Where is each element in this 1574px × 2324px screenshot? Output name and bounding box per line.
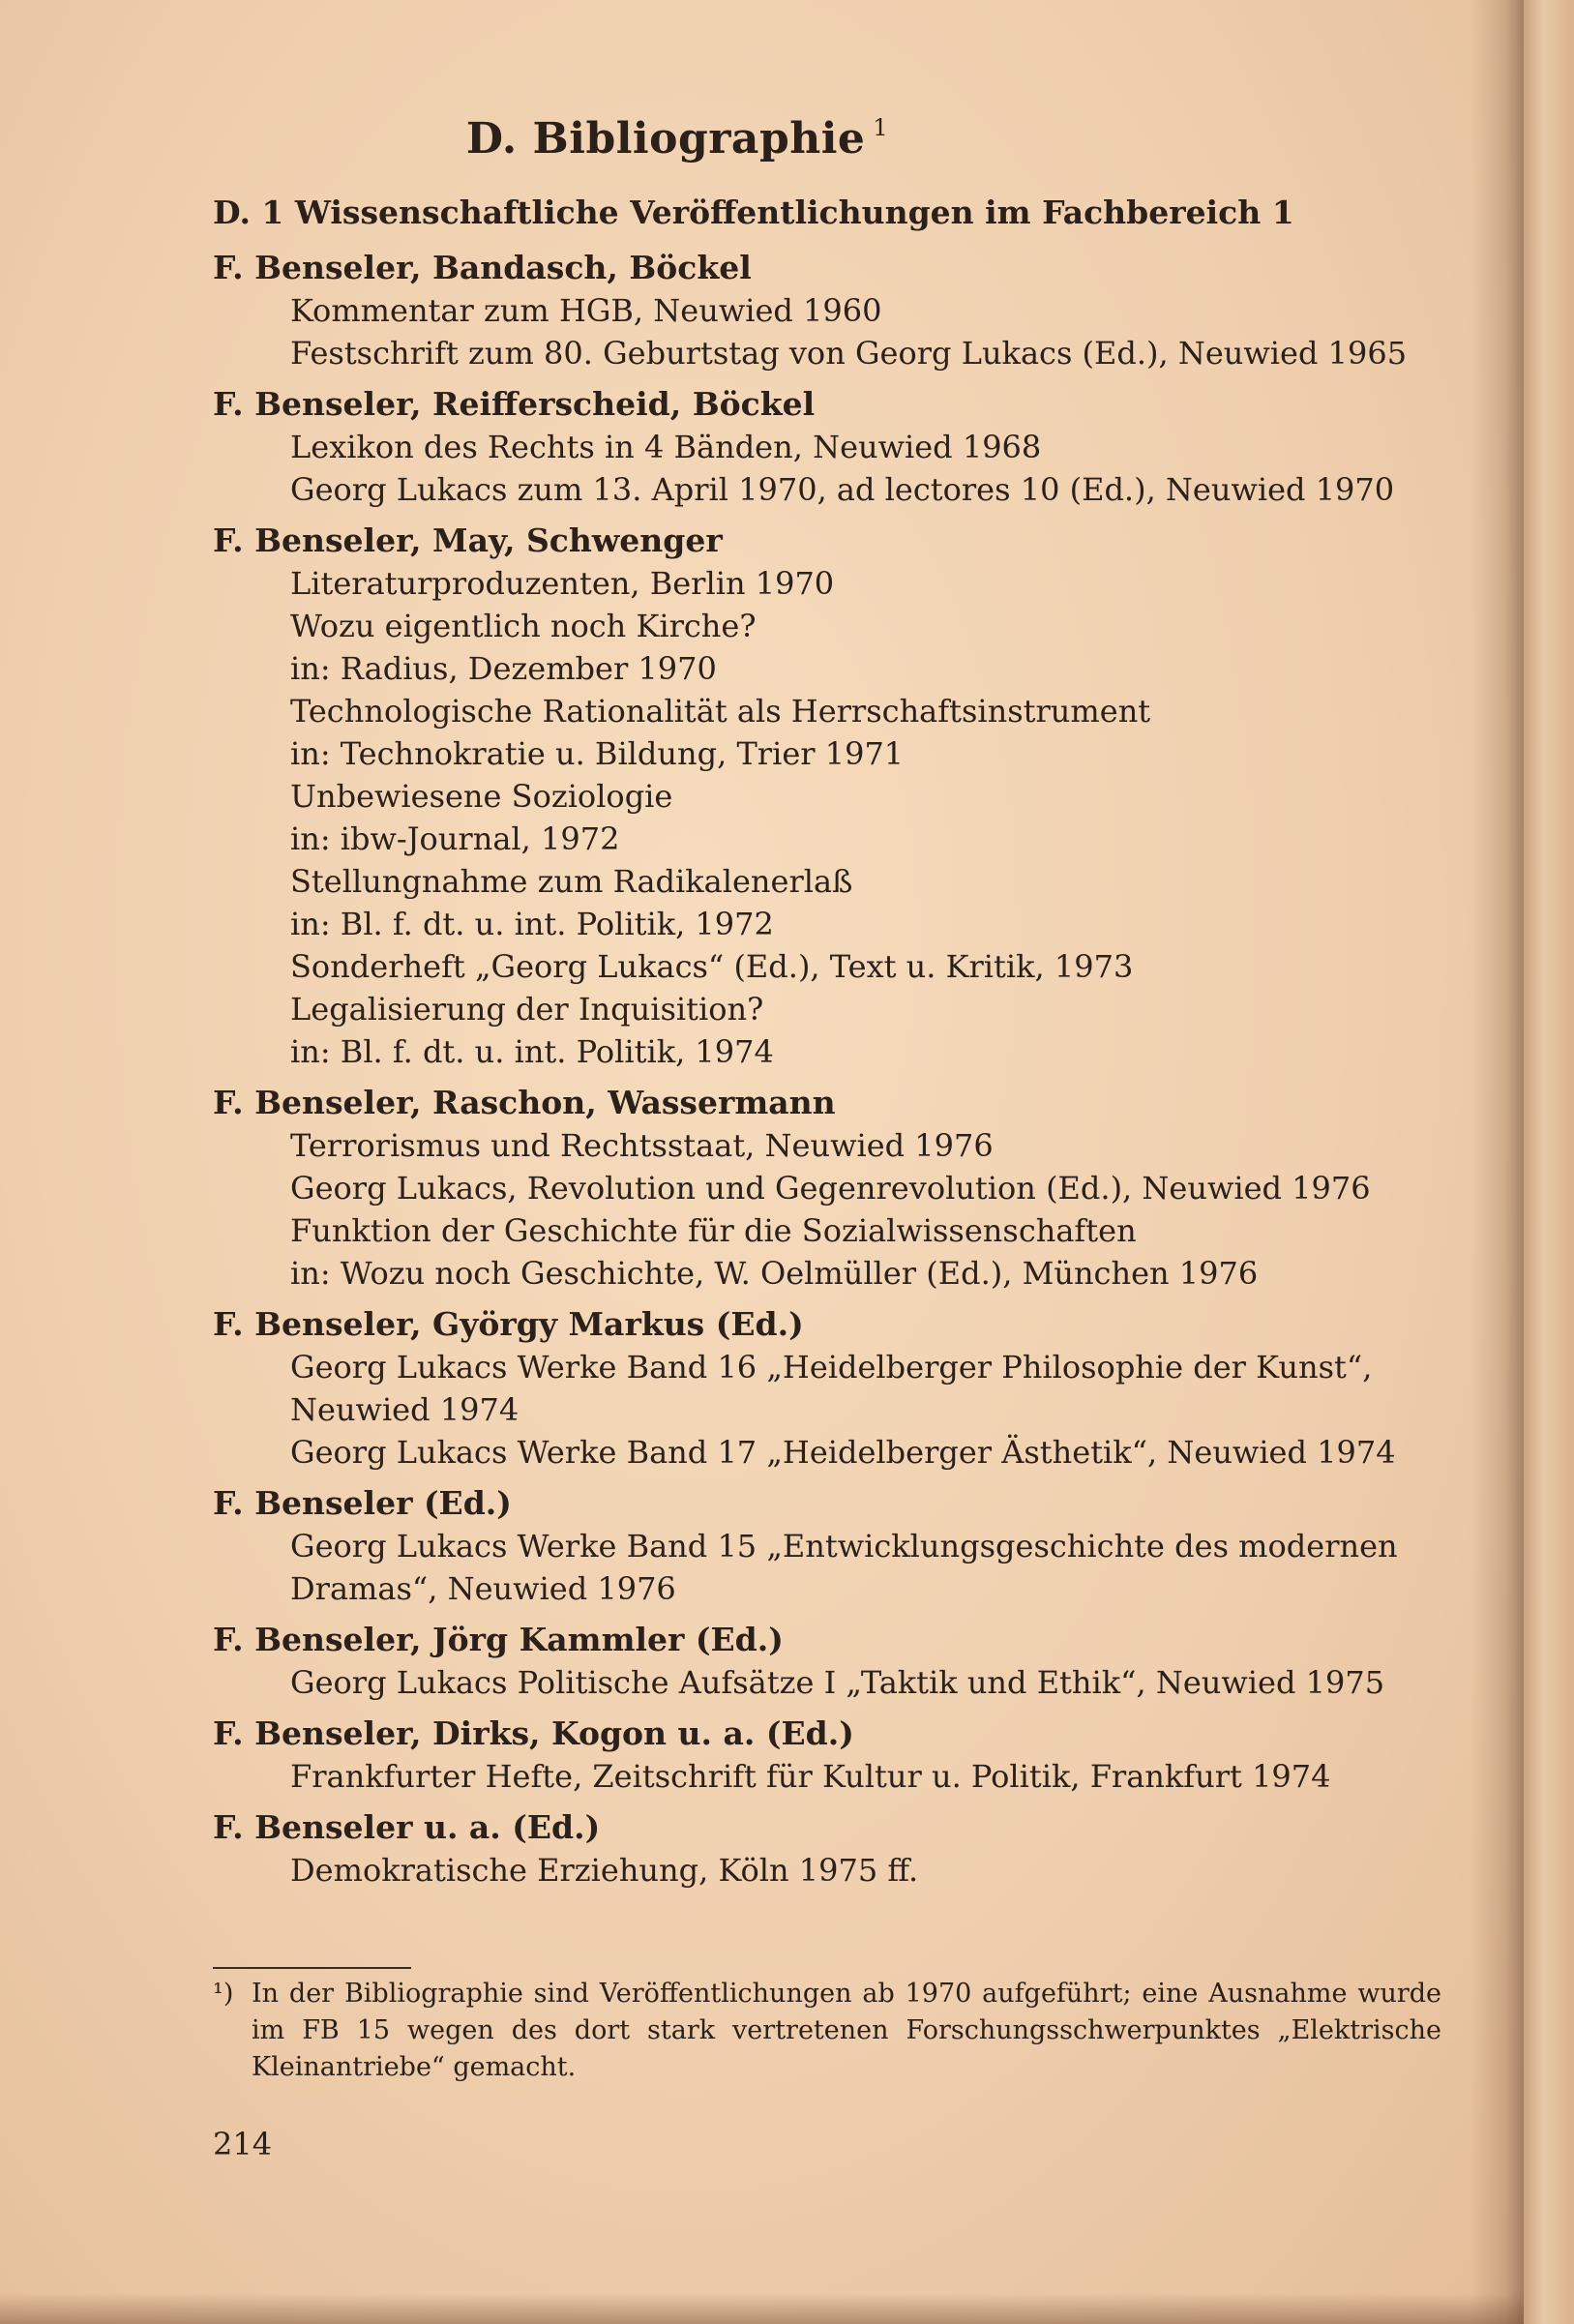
entry-work: in: Radius, Dezember 1970 (290, 650, 717, 687)
entry-work: Georg Lukacs, Revolution und Gegenrevolution (Ed.), Neuwied 1976 (290, 1170, 1371, 1207)
entry-authors: F. Benseler, Dirks, Kogon u. a. (Ed.) (213, 1714, 854, 1752)
entry-authors: F. Benseler, György Markus (Ed.) (213, 1305, 804, 1343)
entry-work: Terrorismus und Rechtsstaat, Neuwied 1976 (290, 1127, 994, 1164)
section-heading: D. 1 Wissenschaftliche Veröffentlichungen im Fachbereich 1 (213, 194, 1294, 231)
bibliography-list (213, 247, 1461, 1900)
entry-work: Frankfurter Hefte, Zeitschrift für Kultur u. Politik, Frankfurt 1974 (290, 1758, 1331, 1795)
entry-work: Stellungnahme zum Radikalenerlaß (290, 863, 853, 900)
entry-authors: F. Benseler, Reifferscheid, Böckel (213, 385, 816, 423)
footnote-text: In der Bibliographie sind Veröffentlichungen ab 1970 aufgeführt; eine Ausnahme wurde im FB 15 wegen des dort stark vertretenen Forschungsschwerpunktes „Elektrische Kleinantriebe“ gemacht. (252, 1979, 1441, 2082)
entry-work: in: Technokratie u. Bildung, Trier 1971 (290, 735, 905, 772)
page-bottom-edge (0, 2293, 1524, 2324)
bibliography-entry (213, 1082, 1461, 1295)
bibliography-entry (213, 1713, 1461, 1798)
entry-work: Kommentar zum HGB, Neuwied 1960 (290, 292, 882, 329)
entry-work: Georg Lukacs zum 13. April 1970, ad lectores 10 (Ed.), Neuwied 1970 (290, 471, 1395, 508)
entry-work: Lexikon des Rechts in 4 Bänden, Neuwied 1968 (290, 429, 1042, 465)
entry-work: Sonderheft „Georg Lukacs“ (Ed.), Text u. Kritik, 1973 (290, 948, 1134, 985)
entry-work: Technologische Rationalität als Herrschaftsinstrument (290, 693, 1151, 730)
entry-authors: F. Benseler, May, Schwenger (213, 521, 723, 559)
bibliography-entry (213, 1303, 1461, 1474)
entry-work: in: Bl. f. dt. u. int. Politik, 1974 (290, 1033, 774, 1070)
entry-work: Literaturproduzenten, Berlin 1970 (290, 565, 835, 602)
bibliography-entry (213, 1619, 1461, 1704)
entry-work: Wozu eigentlich noch Kirche? (290, 608, 757, 644)
entry-work: Georg Lukacs Werke Band 17 „Heidelberger Ästhetik“, Neuwied 1974 (290, 1434, 1396, 1471)
entry-work: Festschrift zum 80. Geburtstag von Georg Lukacs (Ed.), Neuwied 1965 (290, 335, 1408, 372)
entry-authors: F. Benseler (Ed.) (213, 1484, 512, 1522)
bibliography-entry (213, 247, 1461, 374)
entry-work: Georg Lukacs Werke Band 16 „Heidelberger Philosophie der Kunst“, Neuwied 1974 (290, 1349, 1373, 1428)
page-number: 214 (213, 2126, 273, 2162)
entry-work: Funktion der Geschichte für die Sozialwissenschaften (290, 1212, 1137, 1249)
bibliography-entry (213, 1806, 1461, 1892)
entry-authors: F. Benseler, Raschon, Wassermann (213, 1084, 836, 1121)
bibliography-entry (213, 520, 1461, 1073)
entry-work: Demokratische Erziehung, Köln 1975 ff. (290, 1852, 919, 1889)
footnote (213, 1976, 1441, 2086)
page-title (213, 114, 1142, 164)
entry-work: in: Bl. f. dt. u. int. Politik, 1972 (290, 906, 774, 942)
entry-work: Legalisierung der Inquisition? (290, 991, 764, 1028)
bibliography-entry (213, 383, 1461, 511)
entry-authors: F. Benseler, Bandasch, Böckel (213, 249, 752, 286)
entry-authors: F. Benseler u. a. (Ed.) (213, 1808, 601, 1846)
page-title-text: D. Bibliographie (465, 114, 866, 164)
entry-work: Unbewiesene Soziologie (290, 778, 673, 815)
page-gutter-shadow (1470, 0, 1524, 2324)
adjacent-page-edge (1524, 0, 1574, 2324)
entry-work: Georg Lukacs Politische Aufsätze I „Taktik und Ethik“, Neuwied 1975 (290, 1664, 1385, 1701)
bibliography-entry (213, 1482, 1461, 1610)
footnote-mark: ¹) (213, 1979, 234, 2009)
title-footnote-mark: 1 (873, 114, 889, 141)
footnote-divider (213, 1967, 411, 1969)
entry-authors: F. Benseler, Jörg Kammler (Ed.) (213, 1621, 784, 1658)
entry-work: in: ibw-Journal, 1972 (290, 820, 620, 857)
entry-work: in: Wozu noch Geschichte, W. Oelmüller (Ed.), München 1976 (290, 1255, 1259, 1292)
entry-work: Georg Lukacs Werke Band 15 „Entwicklungsgeschichte des modernen Dramas“, Neuwied 1976 (290, 1528, 1398, 1607)
